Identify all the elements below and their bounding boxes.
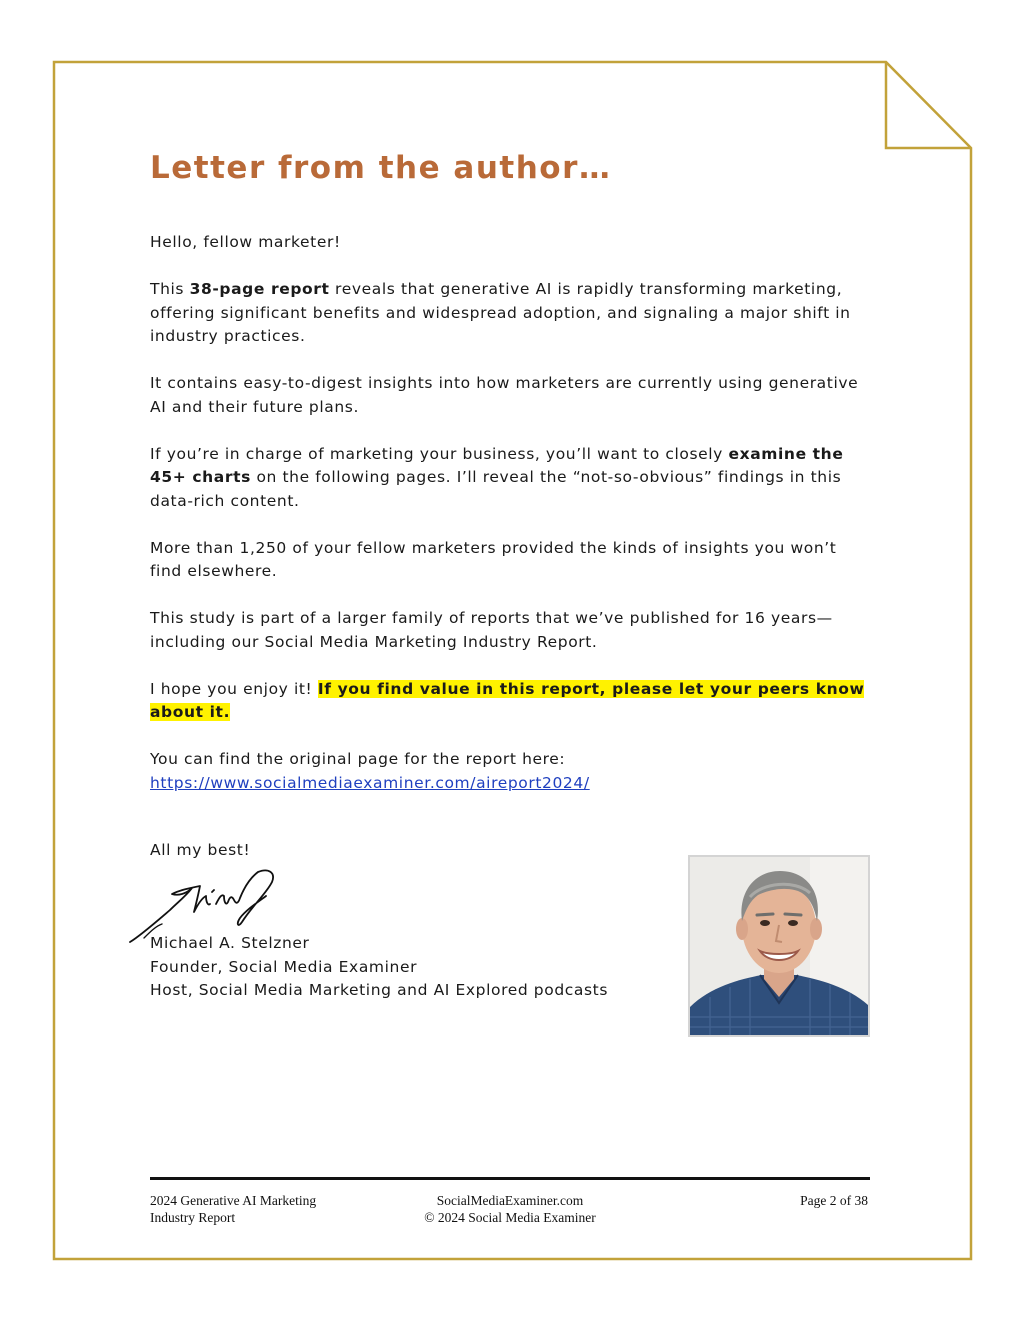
- author-role: Host, Social Media Marketing and AI Explored podcasts: [150, 981, 609, 999]
- p1-pre: This: [150, 280, 190, 298]
- p1-post: reveals that generative AI is rapidly transforming marketing, offering significant benefits and widespread adoption, and signaling a major shift in industry practices.: [150, 280, 851, 345]
- footer-center-line1: SocialMediaExaminer.com: [436, 1193, 584, 1208]
- paragraph-family-of-reports: This study is part of a larger family of reports that we’ve published for 16 years—including our Social Media Marketing Industry Report.: [150, 609, 833, 651]
- p3-pre: If you’re in charge of marketing your business, you’ll want to closely: [150, 444, 729, 463]
- footer-left-line1: 2024 Generative AI Marketing: [150, 1193, 317, 1208]
- p3-bold: examine the 45+ charts: [150, 444, 844, 486]
- author-photo: [688, 855, 870, 1037]
- footer-page-number: [720, 1192, 868, 1209]
- footer-copyright: © 2024 Social Media Examiner: [424, 1210, 596, 1225]
- footer-left-line2: Industry Report: [150, 1210, 236, 1225]
- paragraph-report-summary: [150, 278, 870, 349]
- author-title: Founder, Social Media Examiner: [150, 957, 418, 976]
- paragraph-charts: [150, 443, 870, 514]
- footer-rule: [150, 1177, 870, 1180]
- paragraph-share-request: [150, 678, 870, 725]
- p3-post: on the following pages. I’ll reveal the “not-so-obvious” findings in this data-rich content.: [150, 468, 842, 510]
- greeting: Hello, fellow marketer!: [150, 233, 341, 251]
- highlighted-share-request: If you find value in this report, please let your peers know about it.: [150, 679, 865, 721]
- paragraph-insights: It contains easy-to-digest insights into how marketers are currently using generative AI and their future plans.: [150, 374, 859, 416]
- p7-text: You can find the original page for the report here:: [150, 750, 566, 768]
- p1-bold: 38-page report: [189, 280, 330, 298]
- closing: All my best!: [150, 841, 251, 859]
- author-block: [150, 932, 608, 1003]
- footer-site: [400, 1192, 620, 1226]
- author-name: Michael A. Stelzner: [150, 934, 310, 952]
- report-link[interactable]: https://www.socialmediaexaminer.com/aireport2024/: [150, 773, 590, 792]
- footer-report-name: [150, 1192, 316, 1226]
- letter-body: [150, 231, 870, 819]
- paragraph-respondents: More than 1,250 of your fellow marketers provided the kinds of insights you won’t find elsewhere.: [150, 538, 837, 580]
- page-title: Letter from the author…: [150, 150, 612, 186]
- paragraph-original-page: [150, 748, 870, 795]
- p6-pre: I hope you enjoy it!: [150, 679, 318, 698]
- page-number: Page 2 of 38: [800, 1193, 868, 1208]
